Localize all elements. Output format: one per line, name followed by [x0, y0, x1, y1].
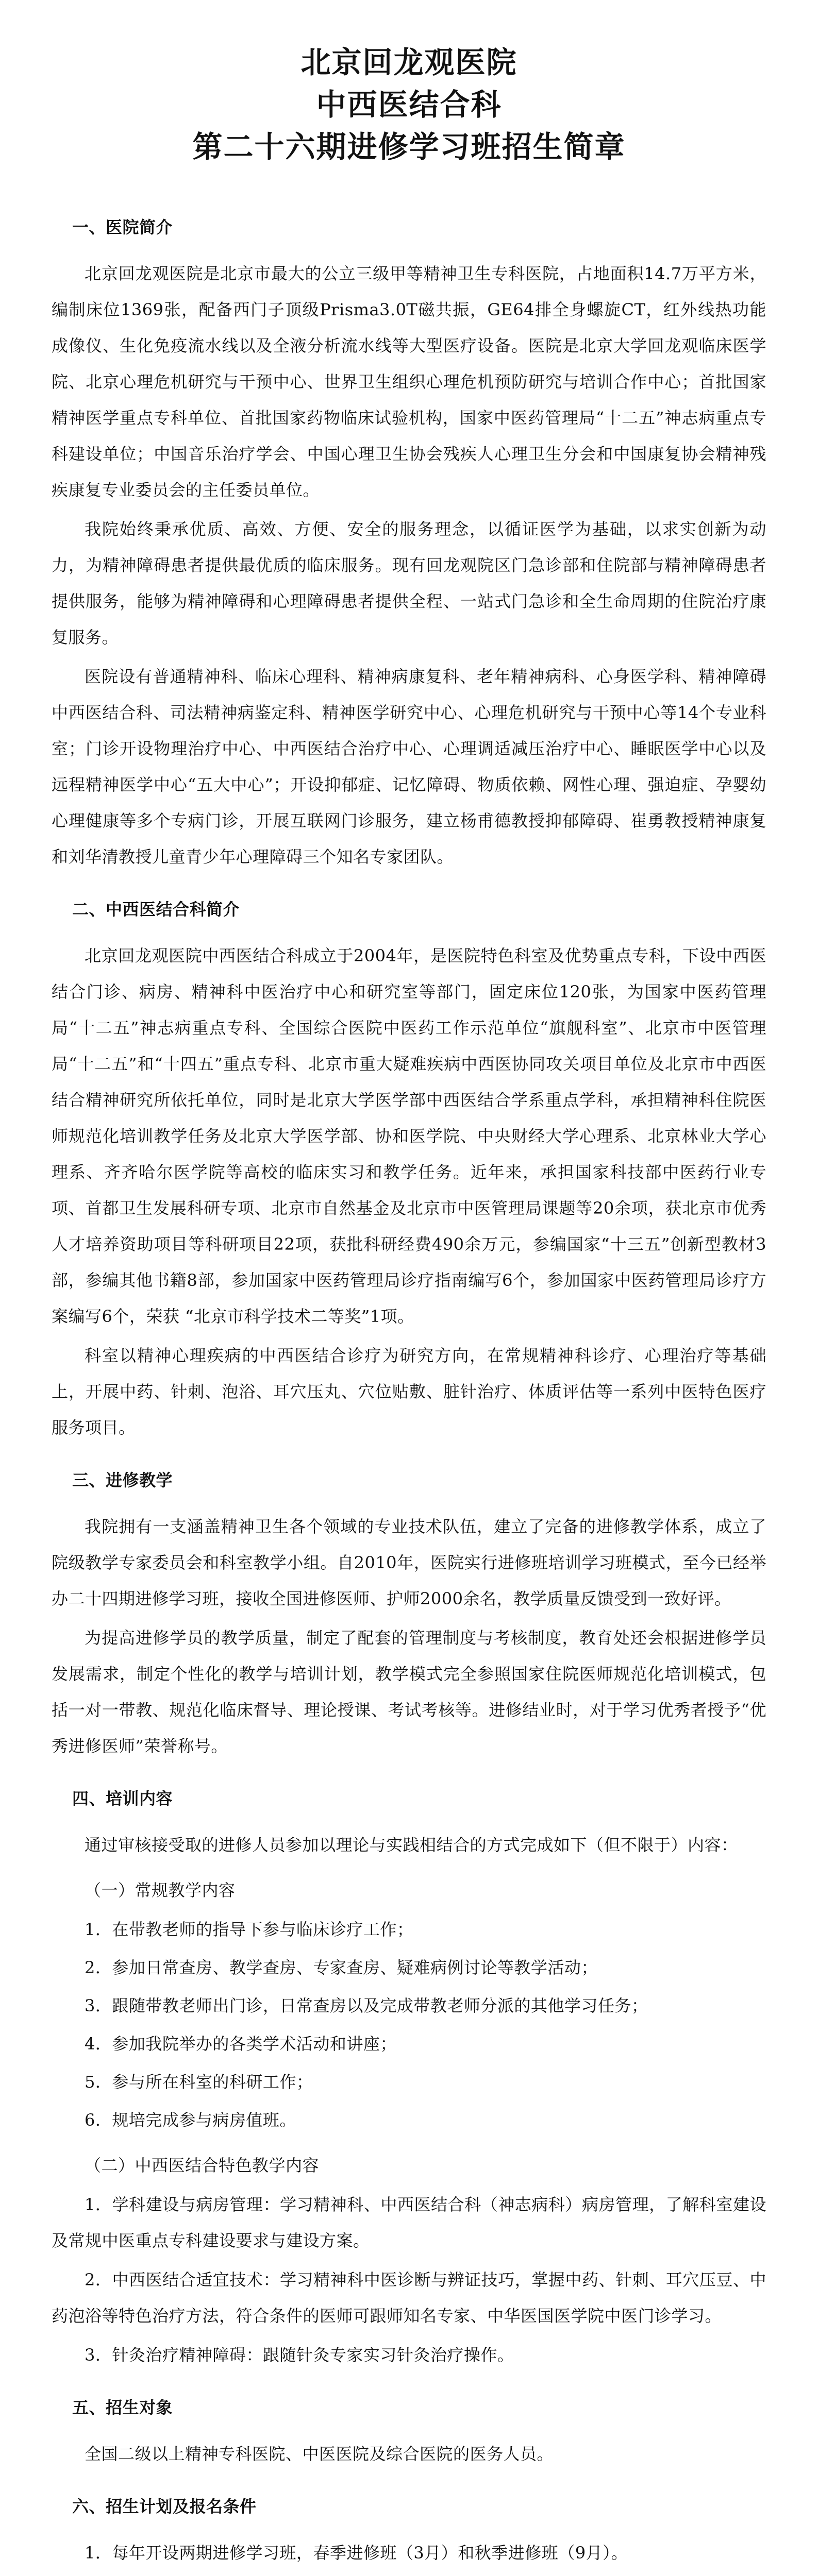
- section-training-teaching: [52, 1462, 766, 1764]
- subsection-heading: （二）中西医结合特色教学内容: [85, 2156, 320, 2175]
- paragraph: 为提高进修学员的教学质量，制定了配套的管理制度与考核制度，教育处还会根据进修学员发展需求，制定个性化的教学与培训计划，教学模式完全参照国家住院医师规范化培训模式，包括一对一带教、规范化临床督导、理论授课、考试考核等。进修结业时，对于学习优秀者授予“优秀进修医师”荣誉称号。: [52, 1628, 766, 1756]
- list-item: 5．参与所在科室的科研工作；: [85, 2072, 313, 2092]
- paragraph: 医院设有普通精神科、临床心理科、精神病康复科、老年精神病科、心身医学科、精神障碍中西医结合科、司法精神病鉴定科、精神医学研究中心、心理危机研究与干预中心等14个专业科室；门诊开设物理治疗中心、中西医结合治疗中心、心理调适减压治疗中心、睡眠医学中心以及远程精神医学中心“五大中心”；开设抑郁症、记忆障碍、物质依赖、网性心理、强迫症、孕婴幼心理健康等多个专病门诊，开展互联网门诊服务，建立杨甫德教授抑郁障碍、崔勇教授精神康复和刘华清教授儿童青少年心理障碍三个知名专家团队。: [52, 667, 766, 867]
- list-item: 3．针灸治疗精神障碍：跟随针灸专家实习针灸治疗操作。: [85, 2345, 514, 2365]
- section-department-intro: [52, 891, 766, 1446]
- list-item: 1．学科建设与病房管理：学习精神科、中西医结合科（神志病科）病房管理，了解科室建设及常规中医重点专科建设要求与建设方案。: [52, 2195, 766, 2250]
- paragraph: 我院拥有一支涵盖精神卫生各个领域的专业技术队伍，建立了完备的进修教学体系，成立了院级教学专家委员会和科室教学小组。自2010年，医院实行进修班培训学习班模式，至今已经举办二十四期进修学习班，接收全国进修医师、护师2000余名，教学质量反馈受到一致好评。: [52, 1517, 766, 1608]
- section-training-content: [52, 1781, 766, 2373]
- subsection-heading: （一）常规教学内容: [85, 1880, 236, 1900]
- paragraph: 通过审核接受取的进修人员参加以理论与实践相结合的方式完成如下（但不限于）内容：: [85, 1835, 738, 1855]
- section-heading: 五、招生对象: [72, 2398, 173, 2417]
- paragraph: 科室以精神心理疾病的中西医结合诊疗为研究方向，在常规精神科诊疗、心理治疗等基础上，开展中药、针刺、泡浴、耳穴压丸、穴位贴敷、脏针治疗、体质评估等一系列中医特色医疗服务项目。: [52, 1346, 766, 1437]
- paragraph: 北京回龙观医院中西医结合科成立于2004年，是医院特色科室及优势重点专科，下设中西医结合门诊、病房、精神科中医治疗中心和研究室等部门，固定床位120张，为国家中医药管理局“十二五”神志病重点专科、全国综合医院中医药工作示范单位“旗舰科室”、北京市中医管理局“十二五”和“十四五”重点专科、北京市重大疑难疾病中西医协同攻关项目单位及北京市中西医结合精神研究所依托单位，同时是北京大学医学部中西医结合学系重点学科，承担精神科住院医师规范化培训教学任务及北京大学医学部、协和医学院、中央财经大学心理系、北京林业大学心理系、齐齐哈尔医学院等高校的临床实习和教学任务。近年来，承担国家科技部中医药行业专项、首都卫生发展科研专项、北京市自然基金及北京市中医管理局课题等20余项，获北京市优秀人才培养资助项目等科研项目22项，获批科研经费490余万元，参编国家“十三五”创新型教材3部，参编其他书籍8部，参加国家中医药管理局诊疗指南编写6个，参加国家中医药管理局诊疗方案编写6个，荣获 “北京市科学技术二等奖”1项。: [52, 946, 766, 1326]
- section-heading: 三、进修教学: [72, 1470, 173, 1490]
- section-heading: 六、招生计划及报名条件: [72, 2497, 257, 2516]
- document-title: [52, 41, 766, 168]
- section-heading: 四、培训内容: [72, 1789, 173, 1808]
- list-item: 2．中西医结合适宜技术：学习精神科中医诊断与辨证技巧，掌握中药、针刺、耳穴压豆、中药泡浴等特色治疗方法，符合条件的医师可跟师知名专家、中华医国医学院中医门诊学习。: [52, 2270, 766, 2326]
- list-item: 1．每年开设两期进修学习班，春季进修班（3月）和秋季进修班（9月）。: [85, 2543, 628, 2563]
- title-program: 第二十六期进修学习班招生简章: [192, 129, 626, 164]
- list-item: 4．参加我院举办的各类学术活动和讲座；: [85, 2034, 397, 2054]
- section-enrollment-target: [52, 2389, 766, 2472]
- list-item: 1．在带教老师的指导下参与临床诊疗工作；: [85, 1920, 414, 1939]
- paragraph: 北京回龙观医院是北京市最大的公立三级甲等精神卫生专科医院，占地面积14.7万平方米，编制床位1369张，配备西门子顶级Prisma3.0T磁共振，GE64排全身螺旋CT，红外线热功能成像仪、生化免疫流水线以及全液分析流水线等大型医疗设备。医院是北京大学回龙观临床医学院、北京心理危机研究与干预中心、世界卫生组织心理危机预防研究与培训合作中心；首批国家精神医学重点专科单位、首批国家药物临床试验机构，国家中医药管理局“十二五”神志病重点专科建设单位；中国音乐治疗学会、中国心理卫生协会残疾人心理卫生分会和中国康复协会精神残疾康复专业委员会的主任委员单位。: [52, 264, 766, 500]
- list-item: 2．参加日常查房、教学查房、专家查房、疑难病例讨论等教学活动；: [85, 1958, 598, 1977]
- section-heading: 二、中西医结合科简介: [72, 900, 240, 919]
- paragraph: 我院始终秉承优质、高效、方便、安全的服务理念，以循证医学为基础，以求实创新为动力，为精神障碍患者提供最优质的临床服务。现有回龙观院区门急诊部和住院部与精神障碍患者提供服务，能够为精神障碍和心理障碍患者提供全程、一站式门急诊和全生命周期的住院治疗康复服务。: [52, 519, 766, 647]
- title-hospital: 北京回龙观医院: [301, 45, 517, 80]
- section-hospital-intro: [52, 209, 766, 875]
- section-enrollment-plan: [52, 2488, 766, 2576]
- section-heading: 一、医院简介: [72, 217, 173, 237]
- title-department: 中西医结合科: [316, 87, 502, 122]
- paragraph: 全国二级以上精神专科医院、中医医院及综合医院的医务人员。: [85, 2444, 554, 2464]
- list-item: 3．跟随带教老师出门诊，日常查房以及完成带教老师分派的其他学习任务；: [85, 1996, 648, 2015]
- list-item: 6．规培完成参与病房值班。: [85, 2110, 296, 2130]
- list-item: [52, 2574, 766, 2576]
